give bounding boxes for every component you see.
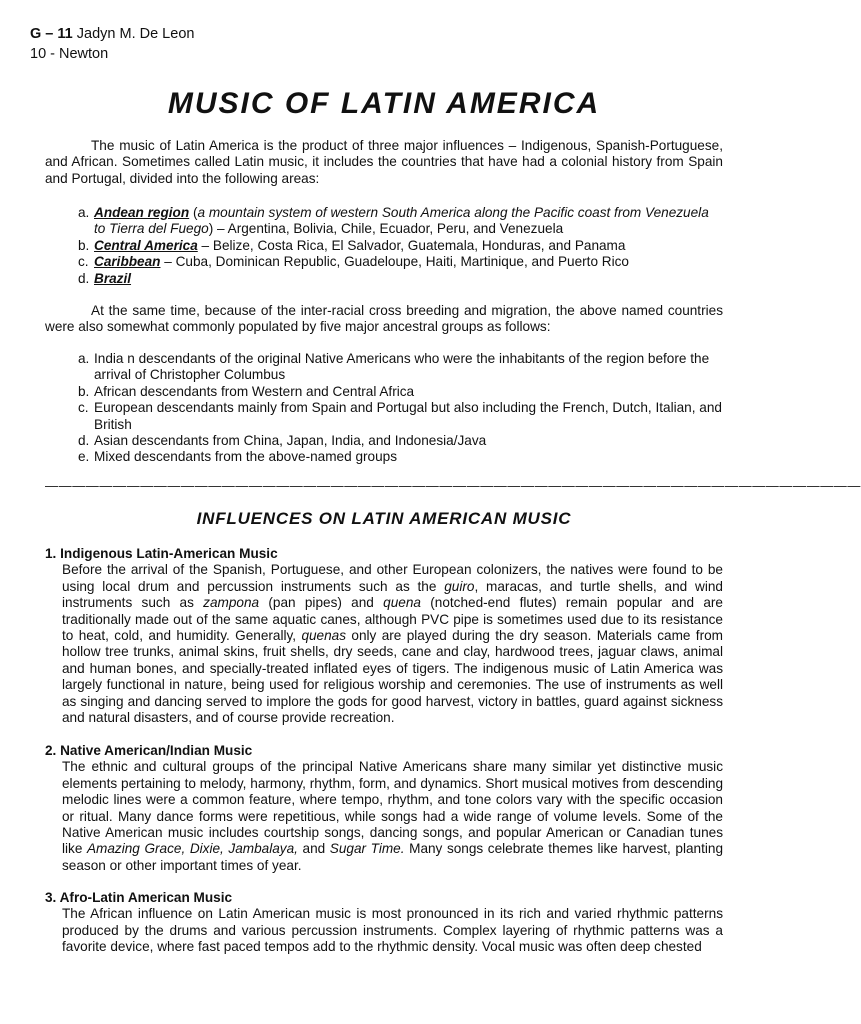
body-text: , maracas, and turtle shells, and wind instruments such as (62, 578, 723, 611)
section-heading: 3. Afro-Latin American Music (45, 890, 233, 905)
intro-paragraph (45, 138, 723, 187)
groups-intro-text: At the same time, because of the inter-racial cross breeding and migration, the above named countries were also somewhat commonly populated by five major ancestral groups as follows: (45, 303, 723, 335)
list-marker: c. (78, 400, 89, 416)
groups-intro-paragraph (45, 303, 723, 336)
list-marker: c. (78, 254, 89, 270)
list-item (78, 449, 723, 465)
area-countries: – Belize, Costa Rica, El Salvador, Guatemala, Honduras, and Panama (197, 237, 626, 253)
grade-label: G – 11 (30, 26, 73, 42)
body-text: and (297, 841, 330, 857)
list-item (78, 205, 723, 238)
body-text: The African influence on Latin American music is most pronounced in its rich and varied rhythmic patterns produced by the drums and various percussion instruments. Complex layering of rhythmic patterns was a favorite device, where fast paced tempos add to the rhythmic density. Vocal music was often deep chested (62, 906, 723, 955)
instrument-term: quenas (301, 628, 347, 644)
list-marker: d. (78, 433, 90, 449)
list-item (78, 433, 723, 449)
group-text: African descendants from Western and Central Africa (94, 383, 415, 399)
list-marker: b. (78, 237, 90, 253)
area-name: Central America (94, 237, 198, 253)
song-titles: Sugar Time. (329, 841, 405, 857)
area-countries: ) – Argentina, Bolivia, Chile, Ecuador, Peru, and Venezuela (208, 221, 564, 237)
list-marker: a. (78, 351, 90, 366)
list-item (78, 271, 723, 287)
section-indigenous (45, 546, 723, 726)
area-name: Caribbean (94, 254, 161, 270)
area-name: Brazil (94, 270, 132, 286)
list-item (78, 351, 723, 384)
section-body (62, 562, 723, 726)
section-native-american (45, 743, 723, 874)
student-line (30, 24, 194, 44)
list-item (78, 384, 723, 400)
groups-list (78, 351, 723, 466)
group-text: Mixed descendants from the above-named groups (94, 449, 398, 465)
instrument-term: zampona (203, 595, 260, 611)
group-text: India n descendants of the original Native Americans who were the inhabitants of the region before the arrival of Christopher Columbus (94, 351, 710, 383)
body-text: (notched-end flutes) remain popular and are traditionally made out of the same aquatic canes, although PVC pipe is sometimes used due to its resistance to heat, cold, and humidity. Generally, (62, 595, 723, 644)
body-text: The ethnic and cultural groups of the principal Native Americans share many similar yet distinctive music elements pertaining to melody, harmony, rhythm, form, and dynamics. Short musical motives from descending melodic lines were a common feature, where tempo, rhythm, and tone colors vary with the specific occasion or ritual. Many dance forms were repetitious, while songs had a wide range of volume levels. Some of the Native American music includes courtship songs, dancing songs, and popular American or Canadian tunes like (62, 759, 723, 857)
group-text: European descendants mainly from Spain and Portugal but also including the French, Dutch, Italian, and British (94, 400, 722, 432)
area-name: Andean region (94, 205, 190, 220)
areas-list (78, 205, 723, 287)
student-name: Jadyn M. De Leon (76, 26, 195, 42)
body-text: only are played during the dry season. Materials came from hollow tree trunks, animal skins, fruit shells, dry seeds, cane and clay, hardwood trees, jaguar claws, animal and human bones, and specially-treated inflated eyes of tigers. The indigenous music of Latin America was largely functional in nature, being used for religious worship and ceremonies. The use of instruments as well as singing and dancing served to implore the gods for good harvest, victory in battles, guard against sickness and natural disasters, and of course provide recreation. (62, 628, 723, 726)
list-marker: a. (78, 205, 90, 220)
instrument-term: quena (383, 595, 421, 611)
body-text: Many songs celebrate themes like harvest, planting season or other important times of year. (62, 841, 724, 873)
section-heading: 1. Indigenous Latin-American Music (45, 546, 278, 561)
section-body (62, 759, 723, 874)
body-text: Before the arrival of the Spanish, Portuguese, and other European colonizers, the natives were found to be using local drum and percussion instruments such as the (62, 562, 723, 594)
student-header (30, 24, 194, 64)
class-section: 10 - Newton (30, 46, 109, 62)
area-countries: – Cuba, Dominican Republic, Guadeloupe, Haiti, Martinique, and Puerto Rico (160, 254, 629, 270)
area-text: ( (189, 205, 198, 220)
list-item (78, 400, 723, 433)
list-item (78, 254, 723, 270)
section-heading: 2. Native American/Indian Music (45, 743, 253, 758)
intro-text: The music of Latin America is the product of three major influences – Indigenous, Spanish-Portuguese, and African. Sometimes called Latin music, it includes the countries that have had a colonial history from Spain and Portugal, divided into the following areas: (45, 138, 723, 186)
body-text: (pan pipes) and (259, 595, 384, 611)
influences-title: INFLUENCES ON LATIN AMERICAN MUSIC (196, 509, 572, 528)
section-body (62, 906, 723, 955)
instrument-term: guiro (444, 578, 475, 594)
dashed-divider: ———————————————————————————————————————————————————————————— (45, 478, 861, 493)
area-description: a mountain system of western South America along the Pacific coast from Venezuela to Tierra del Fuego (94, 205, 709, 237)
page-title: MUSIC OF LATIN AMERICA (167, 87, 601, 120)
list-marker: b. (78, 383, 90, 399)
section-afro-latin (45, 890, 723, 956)
list-marker: e. (78, 449, 90, 465)
group-text: Asian descendants from China, Japan, India, and Indonesia/Java (94, 433, 487, 449)
list-item (78, 238, 723, 254)
list-marker: d. (78, 270, 90, 286)
song-titles: Amazing Grace, Dixie, Jambalaya, (86, 841, 298, 857)
